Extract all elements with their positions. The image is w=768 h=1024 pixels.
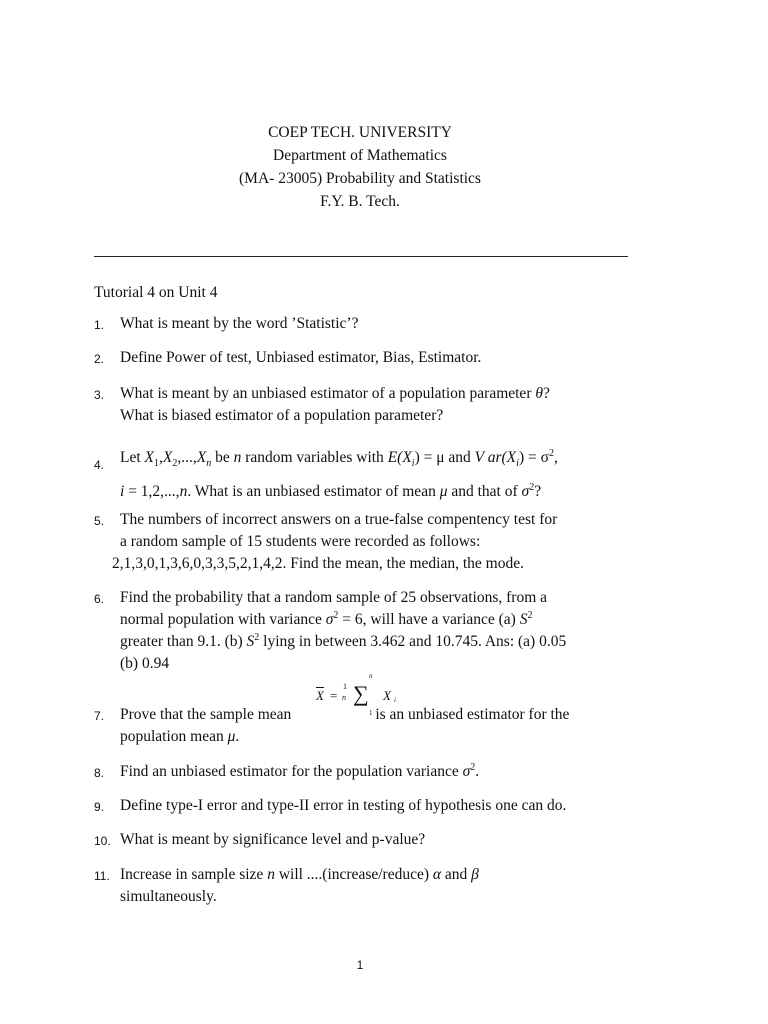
department-name: Department of Mathematics bbox=[273, 147, 447, 164]
question-5 bbox=[94, 509, 654, 575]
question-number: 9. bbox=[94, 800, 105, 814]
question-number: 10. bbox=[94, 834, 111, 848]
question-number: 4. bbox=[94, 458, 105, 472]
question-10 bbox=[94, 829, 654, 851]
question-2 bbox=[94, 347, 654, 369]
question-8 bbox=[94, 761, 654, 783]
program-name: F.Y. B. Tech. bbox=[320, 193, 400, 210]
question-number: 6. bbox=[94, 592, 105, 606]
question-text: What is meant by significance level and p-value? bbox=[120, 831, 426, 848]
question-9 bbox=[94, 795, 654, 817]
question-number: 2. bbox=[94, 352, 105, 366]
question-text: Find an unbiased estimator for the population variance $\sigma^2$. bbox=[120, 761, 480, 780]
question-number: 8. bbox=[94, 766, 105, 780]
question-text: What is meant by an unbiased estimator of a population parameter θ? What is biased estimator of a population parameter? bbox=[120, 385, 550, 424]
question-number: 3. bbox=[94, 388, 105, 402]
question-number: 5. bbox=[94, 514, 105, 528]
question-text: Define type-I error and type-II error in testing of hypothesis one can do. bbox=[120, 797, 567, 814]
question-number: 1. bbox=[94, 318, 105, 332]
question-6 bbox=[94, 587, 654, 675]
question-text: Increase in sample size n will ....(increase/reduce) α and β simultaneously. bbox=[120, 866, 479, 905]
question-text: Find the probability that a random sample of 25 observations, from a normal population with variance $\sigma^2 = 6$, will have a variance (a) $S^2$ greater than 9.1. (b) $S^2$ lying in between 3.462 and 10.745. Ans: (a) 0.05 (b) 0.94 bbox=[120, 589, 567, 672]
question-text: Let $X_1,X_2,...,X_n$ be n random variables with $E(X_i) = \mu$ and V $ar(X_i) = \sigma^2$, i = 1,2,...,n. What is an unbiased estimator of mean μ and that of $\sigma^2$? bbox=[120, 447, 558, 500]
question-11 bbox=[94, 864, 654, 908]
question-text: What is meant by the word ’Statistic’? bbox=[120, 315, 359, 332]
question-1 bbox=[94, 313, 654, 335]
question-4 bbox=[94, 441, 654, 509]
question-text: Prove that the sample mean is an unbiased estimator for the population mean μ. bbox=[120, 706, 570, 745]
question-7 bbox=[94, 704, 654, 748]
sample-mean-formula: $\overline{X}$ = 1 n ∑ n 1 X i bbox=[316, 672, 396, 717]
question-3 bbox=[94, 383, 654, 427]
page-number: 1 bbox=[356, 958, 364, 972]
document-header bbox=[0, 121, 720, 213]
course-title: (MA- 23005) Probability and Statistics bbox=[239, 170, 481, 187]
question-text: Define Power of test, Unbiased estimator, Bias, Estimator. bbox=[120, 349, 482, 366]
university-name: COEP TECH. UNIVERSITY bbox=[268, 124, 452, 141]
question-number: 7. bbox=[94, 709, 105, 723]
tutorial-title: Tutorial 4 on Unit 4 bbox=[94, 284, 218, 301]
question-number: 11. bbox=[94, 869, 110, 883]
header-divider bbox=[94, 256, 628, 257]
question-text: The numbers of incorrect answers on a true-false compentency test for a random sample of 15 students were recorded as follows: 2,1,3,0,1,3,6,0,3,3,5,2,1,4,2. Find the mean, the median, the mode. bbox=[112, 511, 558, 572]
